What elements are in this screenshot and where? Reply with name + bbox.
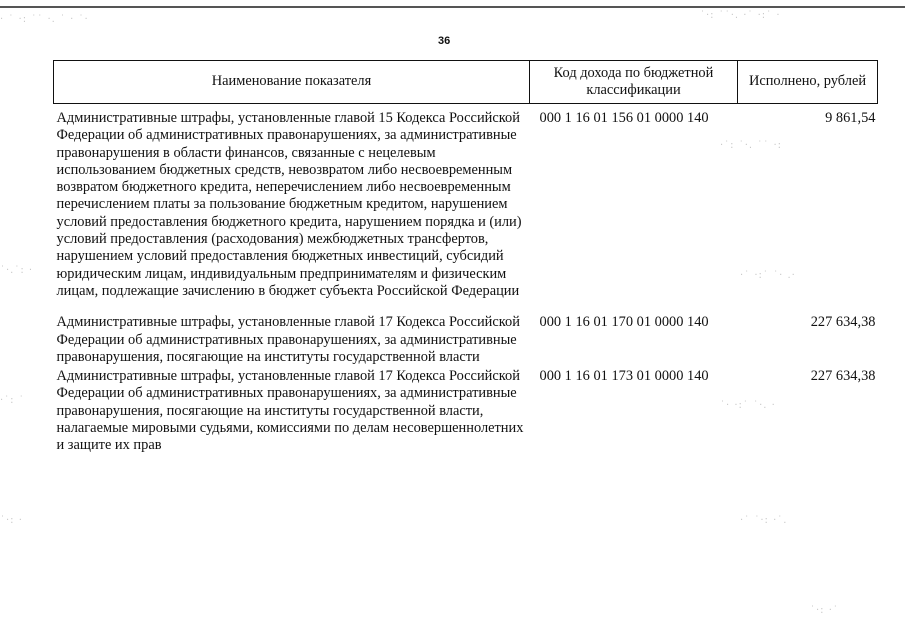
table-row	[54, 314, 878, 368]
page-number: 36	[438, 35, 451, 47]
scan-artifact: ˙·: ˙˙·. ·˙ ·:˙ ·	[700, 10, 781, 21]
header-revenue-code: Код дохода по бюджетной классификации	[530, 61, 738, 104]
scan-artifact: · ˙ ·: ˙˙ ·. ˙ · ˙·	[0, 14, 89, 25]
executed-amount-cell: 227 634,38	[810, 368, 876, 385]
revenue-code-cell: 000 1 16 01 156 01 0000 140	[539, 110, 709, 126]
scan-artifact: ·˙ ·:˙ ˙· .·	[740, 270, 796, 281]
scan-artifact: ˙· ·:˙ ˙·. ·	[720, 400, 776, 411]
scan-artifact: ·˙ ˙·: ·˙.	[740, 515, 788, 526]
table-row	[54, 368, 878, 454]
table-row	[54, 104, 878, 315]
indicator-name-cell: Административные штрафы, установленные главой 15 Кодекса Российской Федерации об административных правонарушениях, за административные правонарушения в области финансов, связанные с нецелевым использованием бюджетных средств, невозвратом либо несвоевременным возвратом бюджетного кредита, неперечислением либо несвоевременным перечислением платы за пользование бюджетным кредитом, нарушением условий предоставления бюджетного кредита, нарушением порядка и (или) условий предоставления (расходования) межбюджетных трансфертов, нарушением условий предоставления бюджетных инвестиций, субсидий юридическим лицам, индивидуальным предпринимателям и физическим лицам, подлежащие зачислению в бюджет субъекта Российской Федерации	[56, 110, 522, 299]
scan-artifact: ˙·: ·˙	[810, 605, 839, 616]
executed-amount-cell: 227 634,38	[810, 314, 876, 331]
header-executed-amount: Исполнено, рублей	[738, 61, 878, 104]
revenue-code-cell: 000 1 16 01 173 01 0000 140	[539, 368, 709, 385]
scan-artifact: ˙·: ·	[0, 515, 23, 526]
scan-artifact: ·˙: ˙·. ˙˙ ·:	[720, 140, 782, 151]
table-header-row	[54, 61, 878, 104]
budget-revenue-table	[53, 60, 878, 455]
indicator-name-cell: Административные штрафы, установленные главой 17 Кодекса Российской Федерации об административных правонарушениях, за административные правонарушения, посягающие на институты государственной власти	[56, 314, 520, 365]
header-indicator-name: Наименование показателя	[54, 61, 530, 104]
revenue-code-cell: 000 1 16 01 170 01 0000 140	[539, 314, 709, 331]
executed-amount-cell: 9 861,54	[825, 110, 876, 126]
top-border-line	[0, 6, 905, 8]
scan-artifact: ˙·.˙: ·	[0, 265, 34, 276]
indicator-name-cell: Административные штрафы, установленные главой 17 Кодекса Российской Федерации об административных правонарушениях, за административные правонарушения, посягающие на институты государственной власти, налагаемые мировыми судьями, комиссиями по делам несовершеннолетних и защите их прав	[56, 368, 524, 454]
scan-artifact: ·˙: ˙	[0, 395, 25, 406]
